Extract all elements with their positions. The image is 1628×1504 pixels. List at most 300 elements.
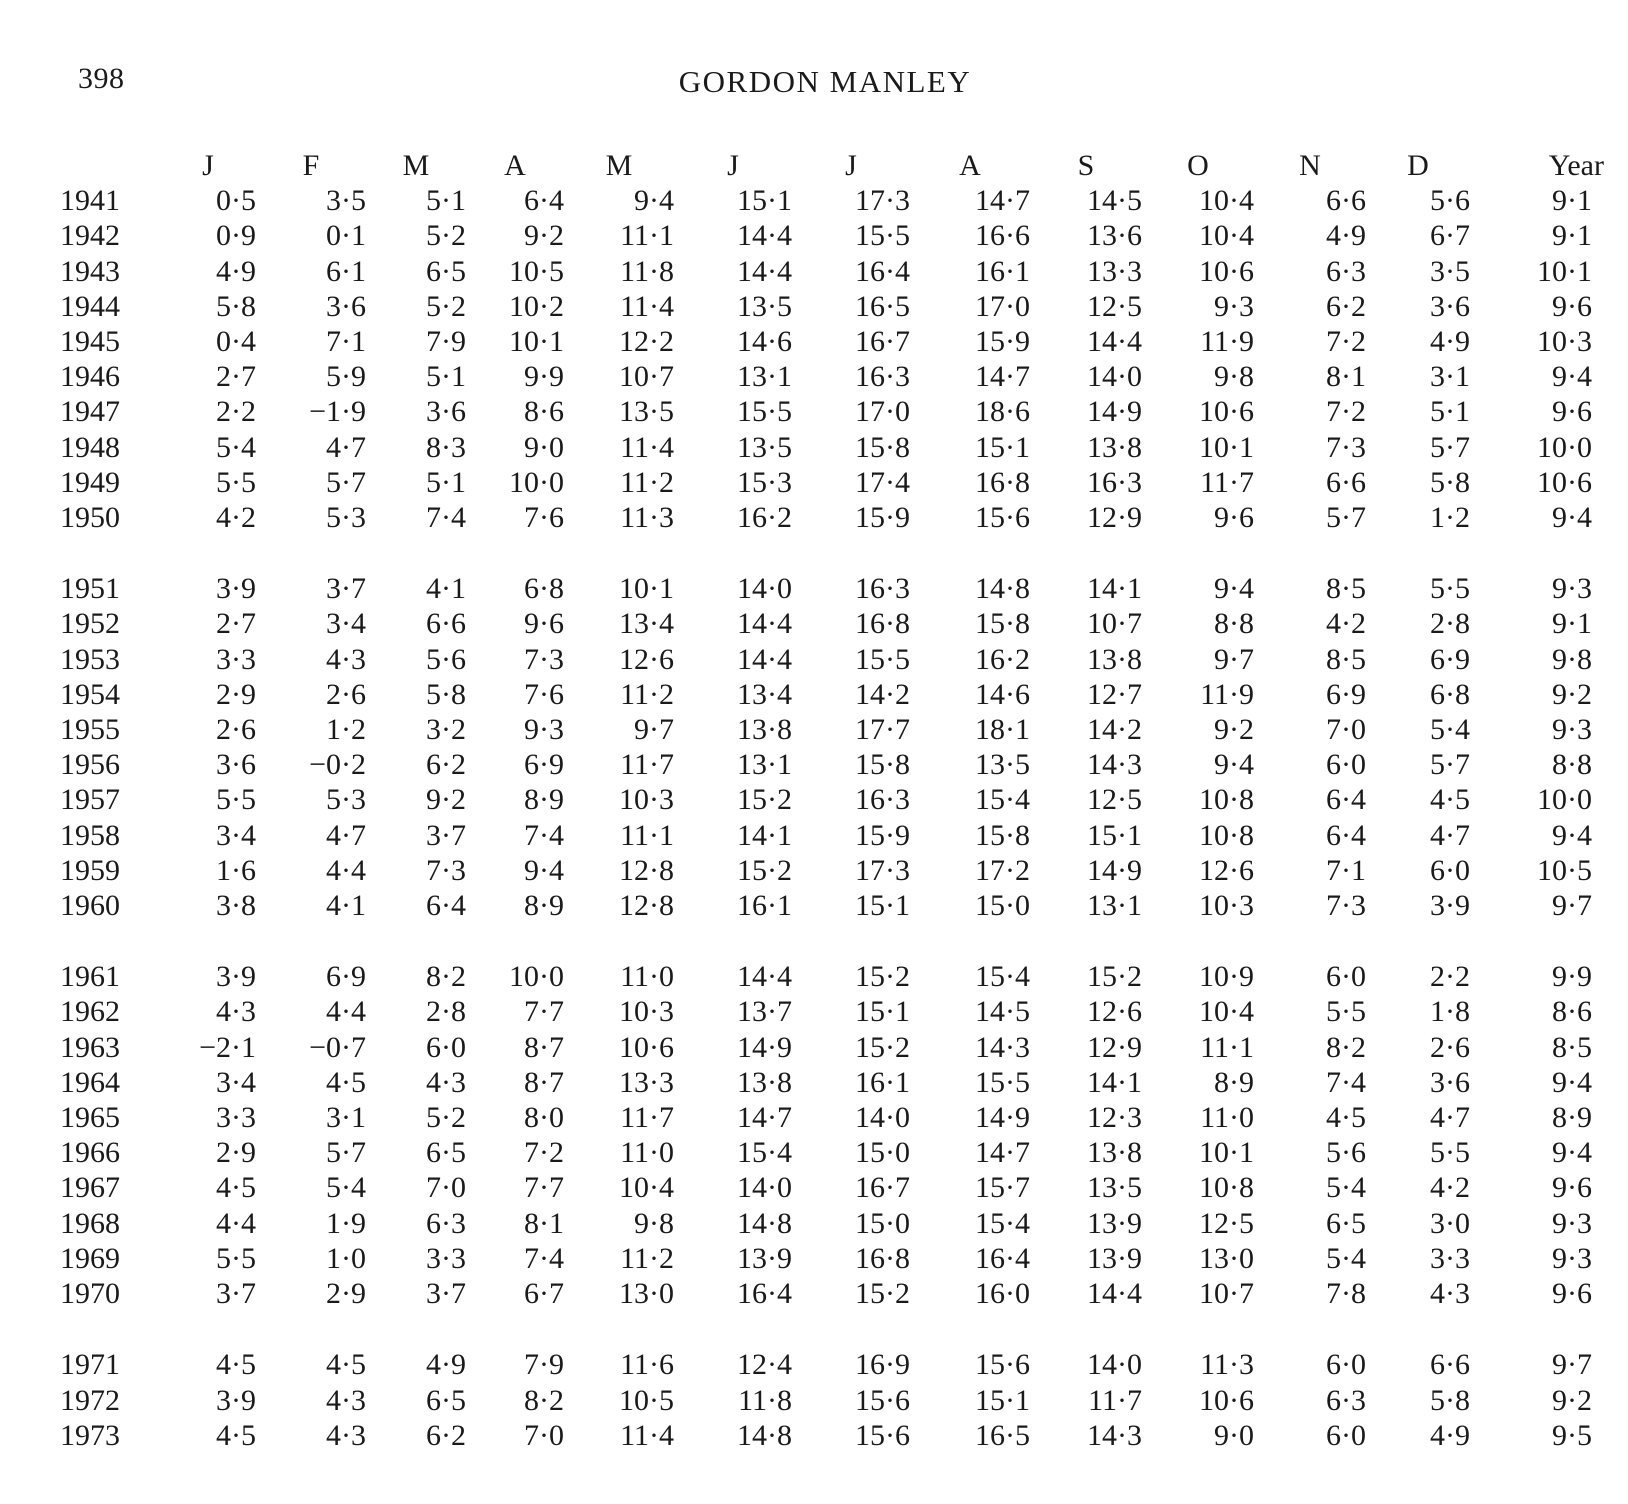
table-cell: 8·3 [426, 430, 466, 464]
column-header: M [605, 149, 633, 182]
column-header: A [959, 149, 981, 182]
table-cell: 3·3 [1430, 1241, 1470, 1275]
table-cell: 4·4 [326, 853, 366, 887]
table-cell: 5·8 [1430, 465, 1470, 499]
table-cell: 5·5 [216, 1241, 256, 1275]
table-cell: 5·2 [426, 289, 466, 323]
table-cell: 5·7 [1326, 501, 1366, 535]
row-year: 1948 [60, 430, 120, 464]
table-cell: 13·3 [619, 1065, 674, 1099]
table-cell: 5·1 [426, 465, 466, 499]
row-year: 1971 [60, 1348, 120, 1382]
table-row [60, 642, 1610, 677]
row-year: 1941 [60, 184, 120, 218]
table-cell: 7·4 [524, 818, 564, 852]
table-cell: 3·6 [1430, 1065, 1470, 1099]
table-cell: 4·9 [216, 254, 256, 288]
group-spacer [60, 1311, 1610, 1347]
table-cell: 6·9 [1430, 642, 1470, 676]
table-cell: 12·5 [1087, 289, 1142, 323]
table-cell: 4·5 [1430, 783, 1470, 817]
table-cell: 10·4 [1199, 219, 1254, 253]
table-cell: 4·5 [1326, 1101, 1366, 1135]
row-year: 1959 [60, 853, 120, 887]
table-cell: 9·4 [1214, 572, 1254, 606]
table-cell: 8·9 [1552, 1101, 1592, 1135]
column-header: J [202, 149, 214, 182]
table-cell: 3·5 [1430, 254, 1470, 288]
table-cell: 3·6 [1430, 289, 1470, 323]
table-cell: 9·2 [524, 219, 564, 253]
table-cell: 5·4 [1326, 1171, 1366, 1205]
table-cell: 9·3 [1552, 1241, 1592, 1275]
table-cell: 16·3 [855, 572, 910, 606]
table-cell: 11·3 [620, 501, 674, 535]
table-cell: 14·8 [737, 1418, 792, 1452]
table-cell: 4·2 [1430, 1171, 1470, 1205]
table-cell: 16·8 [855, 607, 910, 641]
table-cell: 14·3 [1087, 1418, 1142, 1452]
table-cell: 7·9 [524, 1348, 564, 1382]
table-cell: 4·5 [216, 1171, 256, 1205]
table-cell: 10·6 [619, 1030, 674, 1064]
table-cell: 9·0 [1214, 1418, 1254, 1452]
table-cell: 11·0 [620, 960, 674, 994]
table-cell: 14·0 [855, 1101, 910, 1135]
row-year: 1972 [60, 1383, 120, 1417]
table-cell: 11·4 [620, 430, 674, 464]
table-cell: 9·7 [1552, 889, 1592, 923]
table-cell: 5·6 [1430, 184, 1470, 218]
table-cell: 4·7 [326, 430, 366, 464]
row-year: 1963 [60, 1030, 120, 1064]
table-cell: 6·5 [426, 1383, 466, 1417]
table-cell: 11·7 [1200, 465, 1254, 499]
column-header: F [302, 149, 320, 182]
table-cell: 11·9 [1200, 677, 1254, 711]
table-cell: 6·0 [1430, 853, 1470, 887]
table-cell: 10·0 [509, 465, 564, 499]
table-cell: 15·1 [737, 184, 792, 218]
table-cell: 4·2 [216, 501, 256, 535]
table-cell: 13·1 [737, 360, 792, 394]
table-cell: 4·3 [216, 995, 256, 1029]
table-cell: 9·3 [1214, 289, 1254, 323]
table-cell: 2·6 [326, 677, 366, 711]
table-row [60, 1030, 1610, 1065]
row-year: 1949 [60, 465, 120, 499]
table-cell: 13·9 [737, 1241, 792, 1275]
table-row [60, 1100, 1610, 1135]
table-cell: 7·3 [1326, 889, 1366, 923]
table-cell: 15·2 [1087, 960, 1142, 994]
table-cell: 7·0 [1326, 713, 1366, 747]
table-cell: 4·1 [426, 572, 466, 606]
table-cell: 2·9 [216, 1136, 256, 1170]
table-cell: 5·7 [1430, 748, 1470, 782]
table-cell: 15·6 [975, 1348, 1030, 1382]
table-cell: 12·7 [1087, 677, 1142, 711]
table-cell: 3·3 [216, 1101, 256, 1135]
table-cell: 17·7 [855, 713, 910, 747]
table-cell: 13·5 [975, 748, 1030, 782]
table-cell: 7·2 [1326, 325, 1366, 359]
table-cell: 3·5 [326, 184, 366, 218]
table-cell: 15·5 [855, 642, 910, 676]
table-row [60, 994, 1610, 1029]
table-cell: 11·8 [738, 1383, 792, 1417]
table-row [60, 1347, 1610, 1382]
table-cell: 8·9 [524, 783, 564, 817]
table-cell: 10·3 [619, 783, 674, 817]
table-cell: 3·1 [1430, 360, 1470, 394]
table-cell: 13·6 [1087, 219, 1142, 253]
row-year: 1965 [60, 1101, 120, 1135]
table-cell: 1·2 [1430, 501, 1470, 535]
table-cell: 10·7 [1199, 1277, 1254, 1311]
row-year: 1956 [60, 748, 120, 782]
table-cell: 10·1 [1537, 254, 1592, 288]
table-cell: 13·8 [737, 1065, 792, 1099]
row-year: 1947 [60, 395, 120, 429]
table-cell: 3·3 [426, 1241, 466, 1275]
table-cell: 3·2 [426, 713, 466, 747]
table-cell: 15·1 [975, 1383, 1030, 1417]
table-cell: 9·3 [1552, 713, 1592, 747]
table-cell: 15·4 [975, 1206, 1030, 1240]
table-cell: 3·6 [216, 748, 256, 782]
header-corner [60, 148, 160, 183]
table-cell: 9·2 [1552, 1383, 1592, 1417]
column-header: J [727, 149, 739, 182]
table-cell: 9·6 [1552, 1171, 1592, 1205]
table-row [60, 1135, 1610, 1170]
table-cell: 15·2 [855, 960, 910, 994]
row-year: 1973 [60, 1418, 120, 1452]
table-cell: 5·4 [326, 1171, 366, 1205]
temperature-table [60, 148, 1610, 1453]
table-cell: 15·6 [855, 1418, 910, 1452]
column-header: A [504, 149, 526, 182]
row-year: 1943 [60, 254, 120, 288]
table-cell: 16·4 [855, 254, 910, 288]
table-cell: 10·3 [1199, 889, 1254, 923]
table-cell: 5·1 [426, 184, 466, 218]
table-cell: 14·4 [737, 607, 792, 641]
row-year: 1944 [60, 289, 120, 323]
table-cell: 12·9 [1087, 501, 1142, 535]
table-cell: 16·5 [855, 289, 910, 323]
table-cell: 3·7 [426, 1277, 466, 1311]
table-cell: 3·7 [426, 818, 466, 852]
table-cell: 14·4 [737, 219, 792, 253]
table-cell: 17·0 [975, 289, 1030, 323]
column-header: J [845, 149, 857, 182]
table-cell: 6·6 [426, 607, 466, 641]
table-cell: 15·3 [737, 465, 792, 499]
table-cell: −0·7 [309, 1030, 366, 1064]
table-cell: 9·6 [1552, 289, 1592, 323]
table-cell: 15·4 [975, 960, 1030, 994]
table-cell: 10·4 [1199, 184, 1254, 218]
table-cell: 14·0 [737, 572, 792, 606]
table-cell: 15·0 [855, 1206, 910, 1240]
row-year: 1964 [60, 1065, 120, 1099]
table-cell: 15·5 [975, 1065, 1030, 1099]
row-year: 1969 [60, 1241, 120, 1275]
table-cell: 4·9 [426, 1348, 466, 1382]
row-year: 1950 [60, 501, 120, 535]
table-cell: 5·7 [326, 1136, 366, 1170]
table-cell: 10·0 [1537, 430, 1592, 464]
table-cell: 4·5 [326, 1065, 366, 1099]
table-cell: 5·7 [1430, 430, 1470, 464]
table-row [60, 1170, 1610, 1205]
table-cell: 3·1 [326, 1101, 366, 1135]
spacer-cell [60, 535, 1610, 571]
table-cell: 13·1 [737, 748, 792, 782]
table-cell: 12·2 [619, 325, 674, 359]
table-cell: 16·3 [855, 783, 910, 817]
table-cell: 17·3 [855, 853, 910, 887]
table-cell: 10·1 [1199, 430, 1254, 464]
table-cell: −2·1 [199, 1030, 256, 1064]
table-cell: 10·0 [509, 960, 564, 994]
table-cell: 13·9 [1087, 1241, 1142, 1275]
table-cell: 5·5 [1326, 995, 1366, 1029]
row-year: 1957 [60, 783, 120, 817]
table-cell: 3·6 [326, 289, 366, 323]
table-cell: 1·2 [326, 713, 366, 747]
table-cell: 9·4 [1214, 748, 1254, 782]
row-year: 1958 [60, 818, 120, 852]
table-cell: 13·8 [1087, 1136, 1142, 1170]
table-cell: 2·9 [326, 1277, 366, 1311]
table-cell: 6·0 [1326, 960, 1366, 994]
table-cell: 12·5 [1199, 1206, 1254, 1240]
table-cell: 15·8 [975, 818, 1030, 852]
table-cell: 16·7 [855, 325, 910, 359]
table-cell: 14·0 [1087, 1348, 1142, 1382]
table-cell: 15·1 [855, 889, 910, 923]
table-cell: 5·6 [1326, 1136, 1366, 1170]
table-cell: 16·8 [975, 465, 1030, 499]
table-cell: 14·7 [975, 184, 1030, 218]
table-cell: 15·2 [737, 783, 792, 817]
table-cell: 6·6 [1430, 1348, 1470, 1382]
table-cell: 16·2 [737, 501, 792, 535]
table-row [60, 289, 1610, 324]
table-cell: 16·4 [737, 1277, 792, 1311]
row-year: 1961 [60, 960, 120, 994]
table-cell: 11·1 [1200, 1030, 1254, 1064]
table-cell: 4·9 [1430, 1418, 1470, 1452]
table-cell: 4·7 [1430, 1101, 1470, 1135]
table-cell: 8·2 [1326, 1030, 1366, 1064]
table-cell: 14·9 [1087, 395, 1142, 429]
table-cell: −0·2 [309, 748, 366, 782]
table-cell: 5·6 [426, 642, 466, 676]
table-row [60, 359, 1610, 394]
table-cell: 2·2 [1430, 960, 1470, 994]
table-cell: 10·2 [509, 289, 564, 323]
table-cell: 5·3 [326, 783, 366, 817]
table-cell: 8·7 [524, 1030, 564, 1064]
table-row [60, 324, 1610, 359]
table-cell: 16·5 [975, 1418, 1030, 1452]
table-cell: 6·4 [524, 184, 564, 218]
table-cell: 14·9 [737, 1030, 792, 1064]
table-row [60, 1206, 1610, 1241]
table-cell: 13·8 [737, 713, 792, 747]
table-cell: 3·3 [216, 642, 256, 676]
table-cell: 14·5 [975, 995, 1030, 1029]
table-cell: 14·9 [1087, 853, 1142, 887]
table-cell: 6·6 [1326, 184, 1366, 218]
table-row [60, 712, 1610, 747]
table-cell: 15·5 [737, 395, 792, 429]
row-year: 1953 [60, 642, 120, 676]
table-cell: 9·6 [1214, 501, 1254, 535]
table-cell: 6·2 [426, 748, 466, 782]
table-cell: 11·4 [620, 1418, 674, 1452]
table-cell: 6·4 [426, 889, 466, 923]
row-year: 1946 [60, 360, 120, 394]
table-cell: 7·4 [426, 501, 466, 535]
table-cell: 13·0 [1199, 1241, 1254, 1275]
table-cell: 6·0 [1326, 1418, 1366, 1452]
table-cell: 3·7 [326, 572, 366, 606]
table-cell: 7·7 [524, 995, 564, 1029]
table-cell: 9·6 [1552, 1277, 1592, 1311]
table-cell: 9·4 [1552, 501, 1592, 535]
table-cell: 0·5 [216, 184, 256, 218]
table-cell: 11·7 [620, 1101, 674, 1135]
table-cell: 7·4 [524, 1241, 564, 1275]
table-cell: 18·1 [975, 713, 1030, 747]
table-cell: 5·9 [326, 360, 366, 394]
table-row [60, 747, 1610, 782]
table-cell: 6·0 [1326, 748, 1366, 782]
table-cell: 0·4 [216, 325, 256, 359]
table-cell: 0·9 [216, 219, 256, 253]
table-cell: 13·5 [737, 289, 792, 323]
table-cell: 9·0 [524, 430, 564, 464]
table-cell: 15·4 [737, 1136, 792, 1170]
table-row [60, 677, 1610, 712]
table-cell: 8·0 [524, 1101, 564, 1135]
table-row [60, 888, 1610, 923]
table-cell: 14·1 [1087, 572, 1142, 606]
table-cell: 15·1 [1087, 818, 1142, 852]
table-cell: 6·0 [1326, 1348, 1366, 1382]
table-cell: 9·9 [524, 360, 564, 394]
table-cell: 13·5 [737, 430, 792, 464]
table-cell: 6·9 [326, 960, 366, 994]
table-cell: 14·7 [975, 1136, 1030, 1170]
table-cell: 2·8 [426, 995, 466, 1029]
table-cell: 9·7 [1552, 1348, 1592, 1382]
table-cell: 10·9 [1199, 960, 1254, 994]
table-cell: 16·9 [855, 1348, 910, 1382]
row-year: 1951 [60, 572, 120, 606]
table-cell: 9·9 [1552, 960, 1592, 994]
table-cell: 16·1 [855, 1065, 910, 1099]
row-year: 1970 [60, 1277, 120, 1311]
table-cell: 13·8 [1087, 642, 1142, 676]
table-cell: 9·3 [1552, 1206, 1592, 1240]
table-cell: 9·8 [1552, 642, 1592, 676]
table-row [60, 606, 1610, 641]
table-cell: 9·8 [1214, 360, 1254, 394]
table-cell: 11·1 [620, 219, 674, 253]
table-cell: 7·3 [1326, 430, 1366, 464]
table-cell: 12·6 [1087, 995, 1142, 1029]
table-cell: 7·2 [524, 1136, 564, 1170]
table-row [60, 430, 1610, 465]
table-cell: 16·8 [855, 1241, 910, 1275]
table-cell: 9·4 [1552, 818, 1592, 852]
table-cell: 12·8 [619, 889, 674, 923]
row-year: 1967 [60, 1171, 120, 1205]
table-row [60, 959, 1610, 994]
table-cell: 16·0 [975, 1277, 1030, 1311]
table-cell: 7·3 [426, 853, 466, 887]
table-cell: 9·1 [1552, 607, 1592, 641]
table-cell: −1·9 [309, 395, 366, 429]
spacer-cell [60, 1311, 1610, 1347]
table-cell: 10·6 [1199, 254, 1254, 288]
table-cell: 10·5 [509, 254, 564, 288]
table-cell: 11·2 [620, 465, 674, 499]
table-cell: 9·6 [1552, 395, 1592, 429]
table-cell: 5·1 [1430, 395, 1470, 429]
table-cell: 13·7 [737, 995, 792, 1029]
table-cell: 13·1 [1087, 889, 1142, 923]
table-cell: 9·7 [634, 713, 674, 747]
table-cell: 4·3 [1430, 1277, 1470, 1311]
table-cell: 9·5 [1552, 1418, 1592, 1452]
table-cell: 11·1 [620, 818, 674, 852]
table-cell: 5·5 [216, 465, 256, 499]
table-cell: 18·6 [975, 395, 1030, 429]
table-cell: 16·3 [1087, 465, 1142, 499]
table-cell: 2·7 [216, 360, 256, 394]
table-cell: 3·6 [426, 395, 466, 429]
table-cell: 9·1 [1552, 184, 1592, 218]
table-cell: 9·3 [1552, 572, 1592, 606]
table-cell: 10·1 [619, 572, 674, 606]
table-cell: 9·4 [524, 853, 564, 887]
table-cell: 12·4 [737, 1348, 792, 1382]
table-cell: 4·7 [1430, 818, 1470, 852]
column-header: M [402, 149, 430, 182]
table-cell: 5·3 [326, 501, 366, 535]
table-cell: 3·7 [216, 1277, 256, 1311]
table-cell: 13·9 [1087, 1206, 1142, 1240]
table-cell: 11·7 [620, 748, 674, 782]
table-cell: 9·2 [426, 783, 466, 817]
row-year: 1966 [60, 1136, 120, 1170]
table-cell: 13·8 [1087, 430, 1142, 464]
table-cell: 8·9 [1214, 1065, 1254, 1099]
table-cell: 4·9 [1326, 219, 1366, 253]
table-cell: 16·3 [855, 360, 910, 394]
table-cell: 10·3 [1537, 325, 1592, 359]
table-cell: 10·6 [1537, 465, 1592, 499]
table-cell: 11·7 [1088, 1383, 1142, 1417]
row-year: 1945 [60, 325, 120, 359]
